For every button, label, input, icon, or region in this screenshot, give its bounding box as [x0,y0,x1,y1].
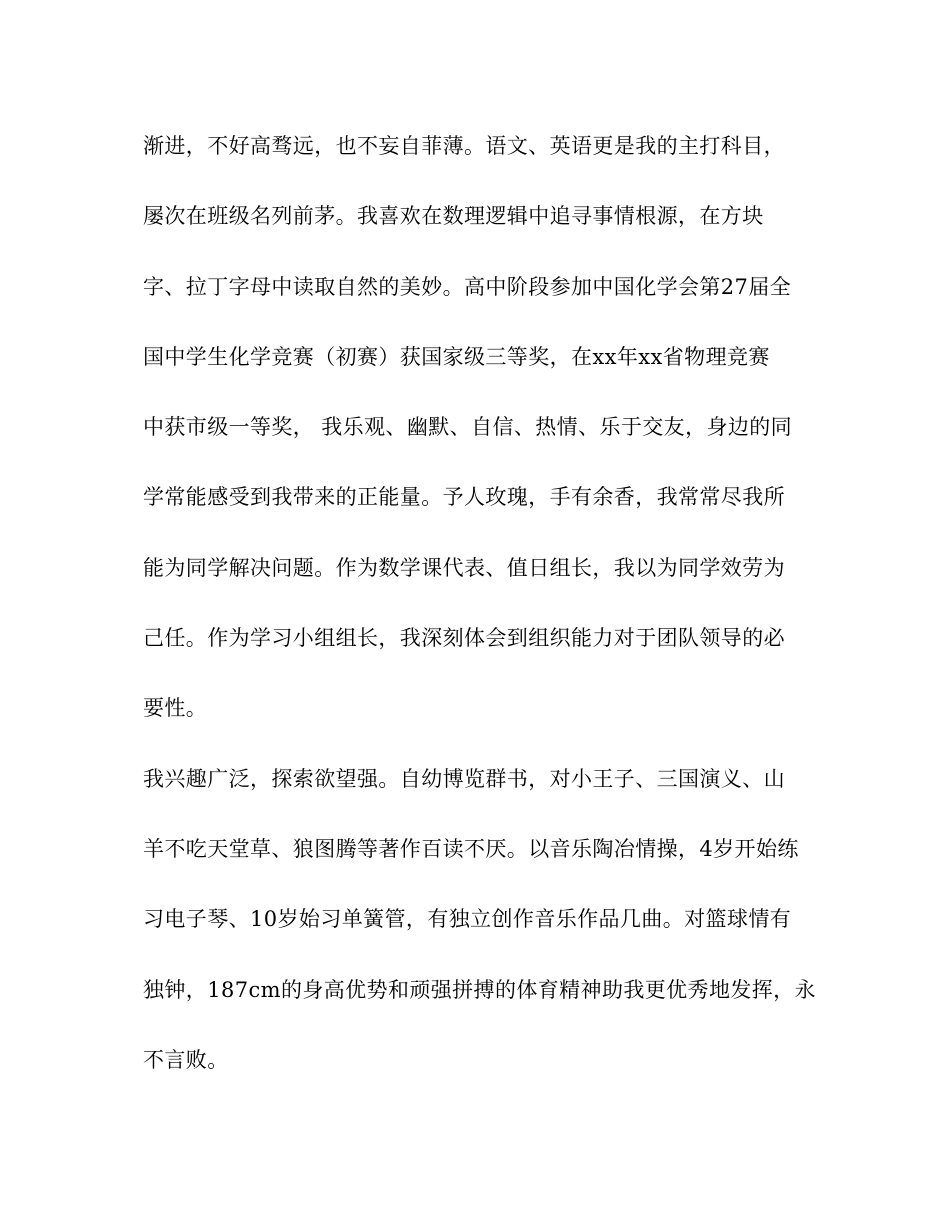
document-body [143,121,823,1105]
text-line: 中获市级一等奖， 我乐观、幽默、自信、热情、乐于交友，身边的同 [143,415,793,440]
paragraph-2 [143,754,823,1105]
text-line: 不言败。 [143,1047,229,1072]
text-line: 能为同学解决问题。作为数学课代表、值日组长，我以为同学效劳为 [143,555,785,580]
text-line: 学常能感受到我带来的正能量。予人玫瑰，手有余香，我常常尽我所 [143,485,785,510]
text-line: 字、拉丁字母中读取自然的美妙。高中阶段参加中国化学会第27届全 [143,274,792,299]
text-line: 要性。 [143,696,208,721]
text-line: 国中学生化学竞赛（初赛）获国家级三等奖，在xx年xx省物理竞赛 [143,344,770,369]
paragraph-1 [143,121,823,754]
text-line: 我兴趣广泛，探索欲望强。自幼博览群书，对小王子、三国演义、山 [143,766,785,791]
text-line: 习电子琴、10岁始习单簧管，有独立创作音乐作品几曲。对篮球情有 [143,907,792,932]
text-line: 羊不吃天堂草、狼图腾等著作百读不厌。以音乐陶冶情操，4岁开始练 [143,836,799,861]
text-line: 屡次在班级名列前茅。我喜欢在数理逻辑中追寻事情根源，在方块 [143,204,764,229]
text-line: 渐进，不好高骛远，也不妄自菲薄。语文、英语更是我的主打科目， [143,134,785,158]
text-line: 独钟，187cm的身高优势和顽强拼搏的体育精神助我更优秀地发挥，永 [143,977,816,1002]
text-line: 己任。作为学习小组组长，我深刻体会到组织能力对于团队领导的必 [143,626,785,651]
